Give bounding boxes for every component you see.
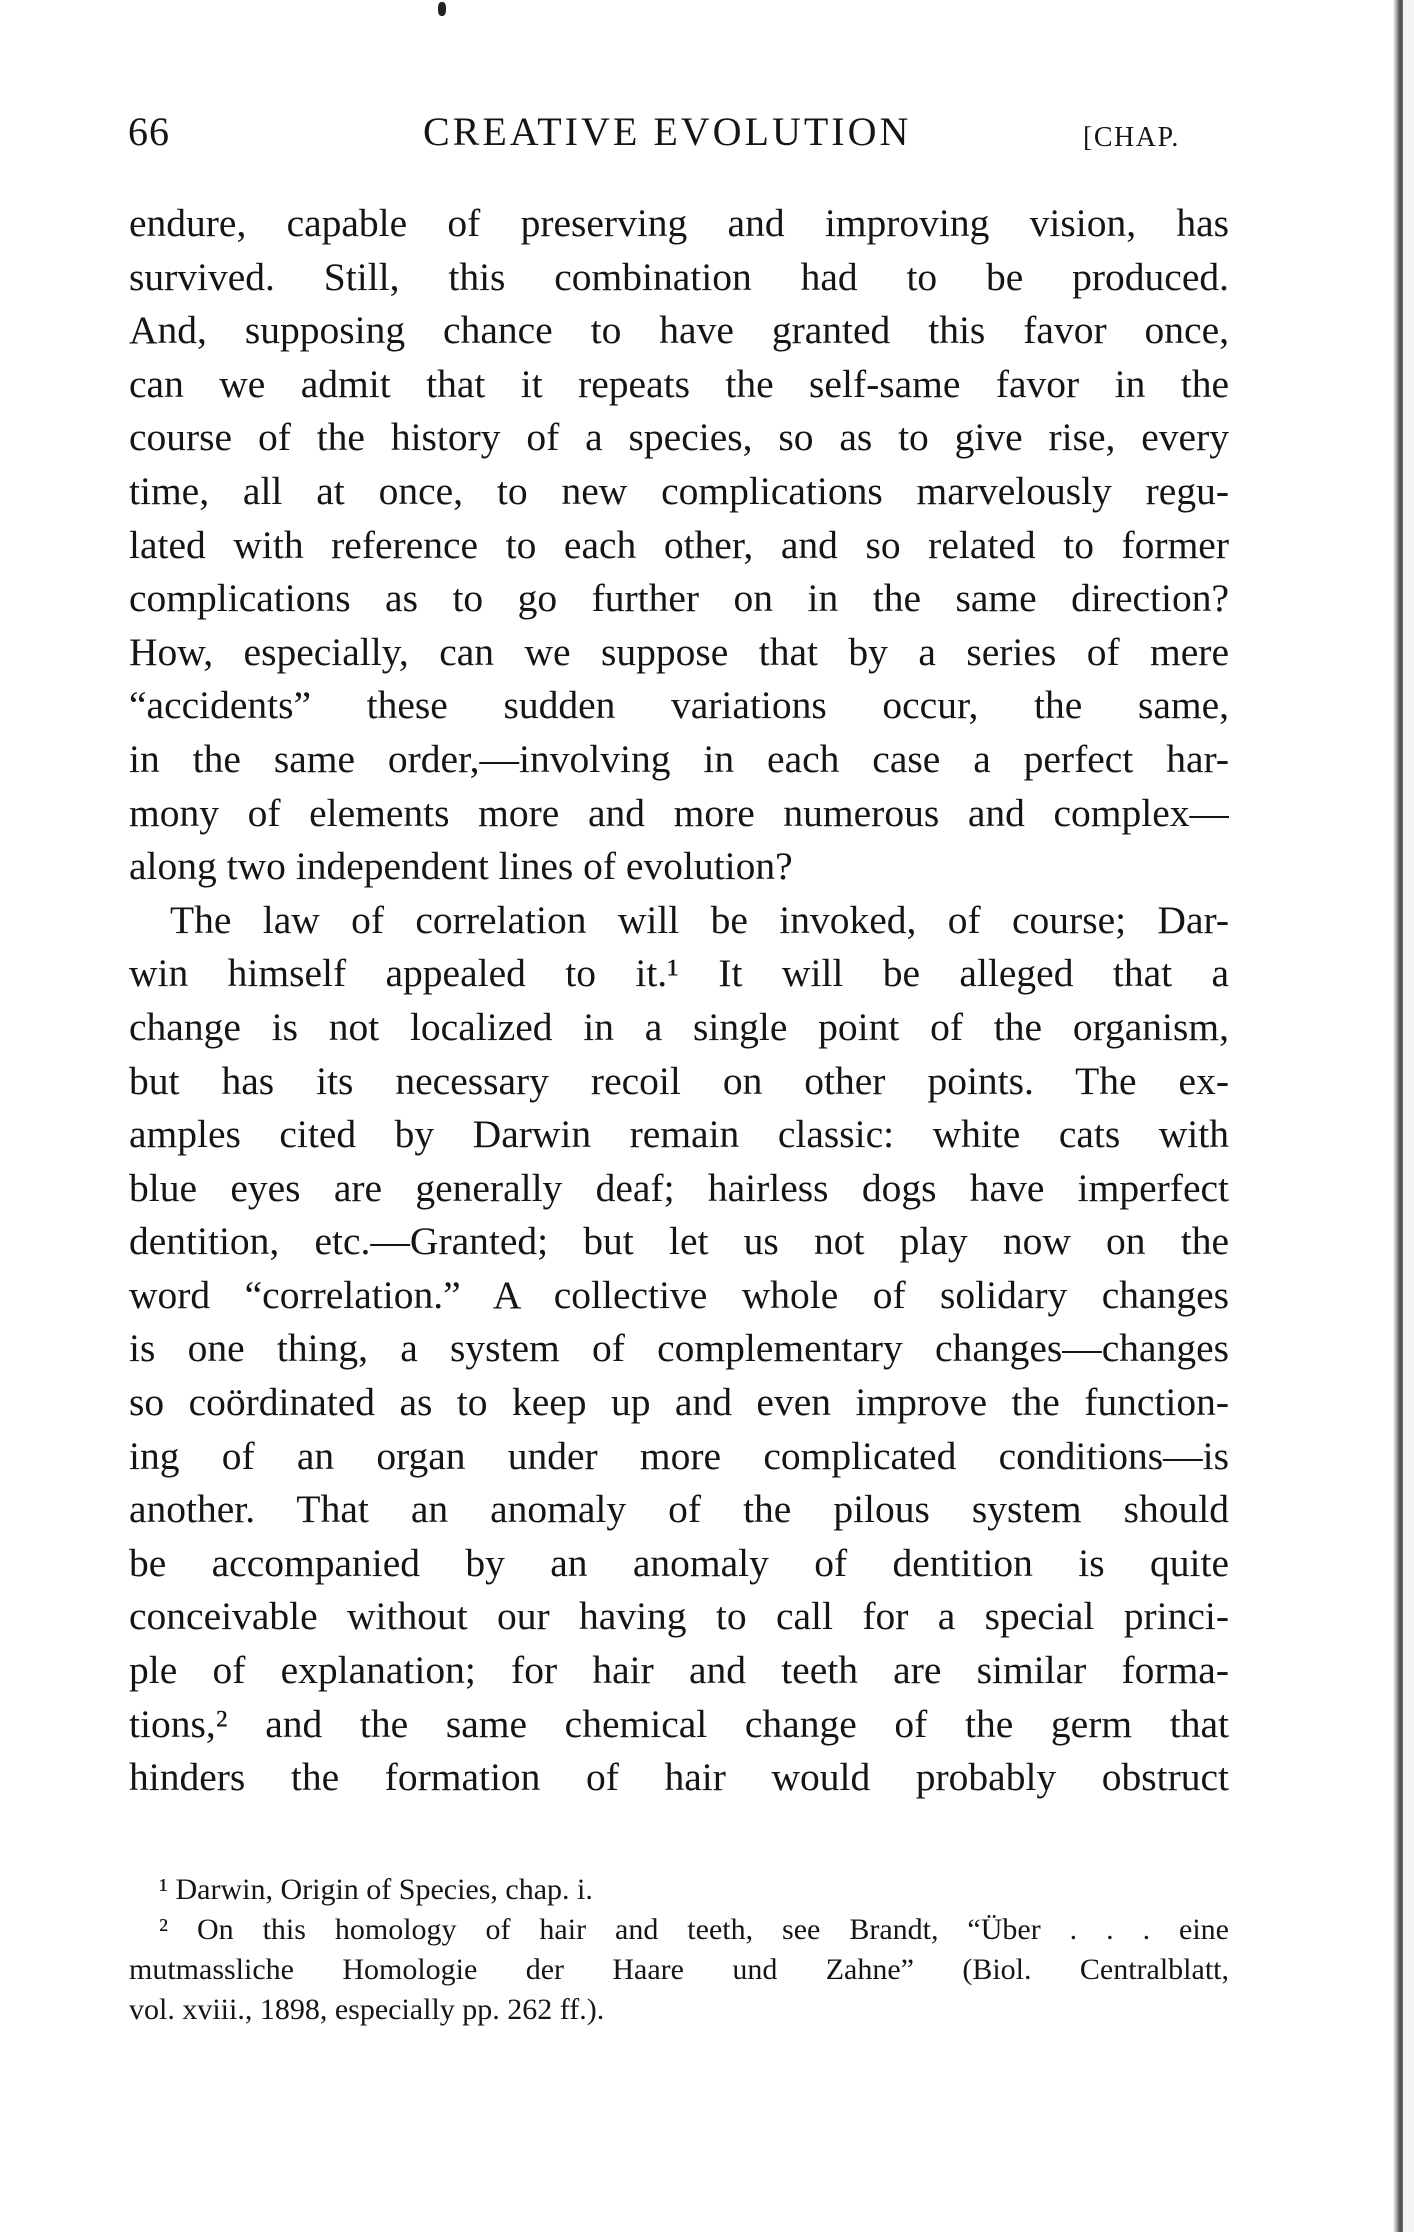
text-line: word “correlation.” A collective whole of solidary changes (129, 1272, 1229, 1317)
text-line: can we admit that it repeats the self-same favor in the (129, 361, 1229, 406)
text-line: The law of correlation will be invoked, of course; Dar- (170, 897, 1229, 942)
text-line: ing of an organ under more complicated conditions—is (129, 1433, 1229, 1478)
footnotes (129, 1870, 1229, 2030)
text-line: mony of elements more and more numerous and complex— (129, 790, 1229, 835)
text-line: in the same order,—involving in each case a perfect har- (129, 736, 1229, 781)
text-line: And, supposing chance to have granted this favor once, (129, 308, 1229, 353)
text-line: endure, capable of preserving and improving vision, has (129, 201, 1229, 245)
footnote-line: vol. xviii., 1898, especially pp. 262 ff.). (129, 1993, 605, 2026)
page-edge-margin (1403, 0, 1414, 2232)
footnote-line: ¹ Darwin, Origin of Species, chap. i. (159, 1873, 593, 1906)
text-line: How, especially, can we suppose that by a series of mere (129, 629, 1229, 674)
body-text (129, 197, 1229, 1805)
text-line: dentition, etc.—Granted; but let us not play now on the (129, 1219, 1229, 1264)
text-line: another. That an anomaly of the pilous system should (129, 1487, 1229, 1532)
text-line: change is not localized in a single point of the organism, (129, 1004, 1229, 1049)
running-title: CREATIVE EVOLUTION (423, 109, 912, 154)
text-line: ple of explanation; for hair and teeth are similar forma- (129, 1648, 1229, 1693)
text-line: complications as to go further on in the same direction? (129, 576, 1229, 621)
page-header (128, 108, 1228, 168)
footnote-line: ² On this homology of hair and teeth, see Brandt, “Über . . . eine (159, 1913, 1229, 1946)
text-line: course of the history of a species, so as to give rise, every (129, 415, 1229, 460)
text-line: amples cited by Darwin remain classic: white cats with (129, 1112, 1229, 1157)
text-line: be accompanied by an anomaly of dentition is quite (129, 1540, 1229, 1585)
ink-speck (438, 2, 446, 16)
footnote-line: mutmassliche Homologie der Haare und Zahne” (Biol. Centralblatt, (129, 1953, 1229, 1986)
text-line: along two independent lines of evolution? (129, 844, 793, 889)
chapter-label: [CHAP. (1083, 122, 1180, 153)
text-line: time, all at once, to new complications marvelously regu- (129, 468, 1229, 513)
text-line: conceivable without our having to call for a special princi- (129, 1594, 1229, 1639)
text-line: so coördinated as to keep up and even improve the function- (129, 1380, 1229, 1425)
text-line: is one thing, a system of complementary changes—changes (129, 1326, 1229, 1371)
text-line: tions,² and the same chemical change of the germ that (129, 1701, 1229, 1746)
text-line: lated with reference to each other, and so related to former (129, 522, 1229, 567)
page-edge-shadow (1393, 0, 1403, 2232)
text-line: blue eyes are generally deaf; hairless dogs have imperfect (129, 1165, 1229, 1210)
text-line: “accidents” these sudden variations occur, the same, (129, 683, 1229, 728)
text-line: but has its necessary recoil on other points. The ex- (129, 1058, 1229, 1103)
text-line: hinders the formation of hair would probably obstruct (129, 1755, 1229, 1800)
page-number: 66 (128, 109, 170, 154)
text-line: win himself appealed to it.¹ It will be alleged that a (129, 951, 1229, 996)
text-line: survived. Still, this combination had to be produced. (129, 254, 1229, 299)
